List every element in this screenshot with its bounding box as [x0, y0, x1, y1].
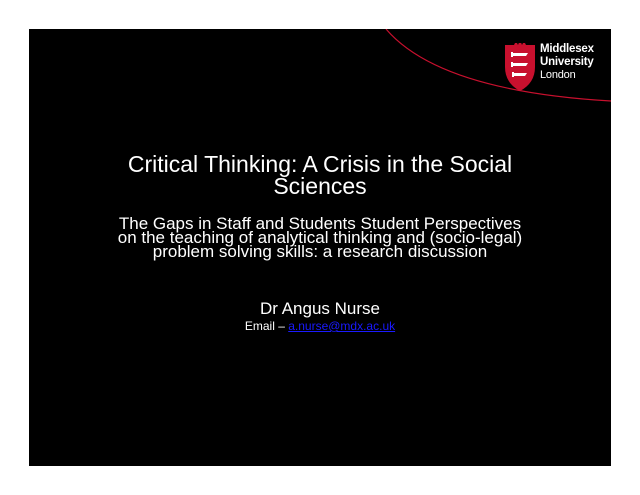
slide-subtitle-line-1: The Gaps in Staff and Students Student Perspectives: [118, 214, 522, 233]
email-link[interactable]: a.nurse@mdx.ac.uk: [288, 319, 396, 333]
slide: [29, 29, 611, 466]
slide-title-line-1: Critical Thinking: A Crisis in the Social: [127, 151, 513, 177]
logo-line-3: London: [540, 69, 576, 81]
shield-icon: [505, 43, 535, 91]
logo-line-2: University: [540, 56, 594, 68]
slide-title: [29, 153, 611, 197]
logo-wordmark: [540, 43, 594, 82]
logo-line-1: Middlesex: [540, 43, 594, 55]
slide-subtitle-line-2: on the teaching of analytical thinking and (socio-legal): [117, 228, 523, 247]
slide-subtitle-line-3: problem solving skills: a research discussion: [152, 242, 488, 261]
slide-subtitle: [39, 214, 601, 261]
email-label: Email –: [244, 319, 285, 333]
author-name: Dr Angus Nurse: [260, 299, 380, 318]
slide-title-line-2: Sciences: [273, 173, 367, 199]
email-line: [29, 319, 611, 333]
